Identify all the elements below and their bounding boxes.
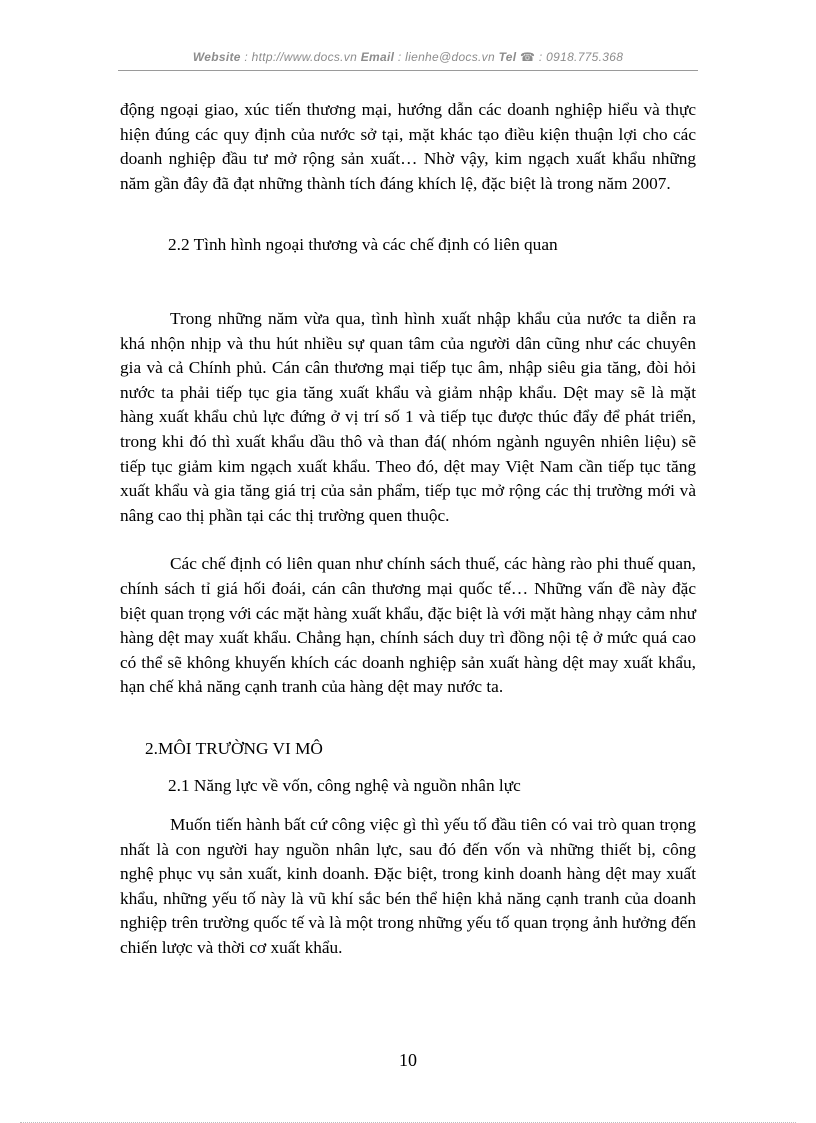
website-value: : http://www.docs.vn [244,50,358,64]
paragraph-continuation: động ngoại giao, xúc tiến thương mại, hướng dẫn các doanh nghiệp hiểu và thực hiện đúng các quy định của nước sở tại, mặt khác tạo điều kiện thuận lợi cho các doanh nghiệp đầu tư mở rộng sản xuất… Nhờ vậy, kim ngạch xuất khẩu những năm gần đây đã đạt những thành tích đáng khích lệ, đặc biệt là trong năm 2007. [120,100,696,193]
tel-value: ☎ : 0918.775.368 [520,50,624,64]
section-heading-2-2: 2.2 Tình hình ngoại thương và các chế định có liên quan [168,235,558,255]
page-number: 10 [399,1050,417,1070]
email-label: Email [360,50,395,64]
page-header [118,50,698,64]
header-divider [118,70,698,71]
section-heading-2-1: 2.1 Năng lực về vốn, công nghệ và nguồn nhân lực [168,776,521,796]
tel-label: Tel [498,50,517,64]
document-body [120,98,696,961]
email-value: : lienhe@docs.vn [397,50,495,64]
website-label: Website [192,50,241,64]
section-heading-micro-environment: 2.MÔI TRƯỜNG VI MÔ [145,738,323,758]
paragraph-capacity: Muốn tiến hành bất cứ công việc gì thì yếu tố đầu tiên có vai trò quan trọng nhất là con người hay nguồn nhân lực, sau đó đến vốn và những thiết bị, công nghệ phục vụ sản xuất, kinh doanh. Đặc biệt, trong kinh doanh hàng dệt may xuất khẩu, những yếu tố này là vũ khí sắc bén thể hiện khả năng cạnh tranh của doanh nghiệp trên trường quốc tế và là một trong những yếu tố quan trọng ảnh hưởng đến chiến lược và thời cơ xuất khẩu. [120,815,696,958]
paragraph-foreign-trade: Trong những năm vừa qua, tình hình xuất nhập khẩu của nước ta diễn ra khá nhộn nhịp và thu hút nhiều sự quan tâm của người dân cũng như các chuyên gia và cả Chính phủ. Cán cân thương mại tiếp tục âm, nhập siêu gia tăng, đòi hỏi nước ta phải tiếp tục gia tăng xuất khẩu và giảm nhập khẩu. Dệt may sẽ là mặt hàng xuất khẩu chủ lực đứng ở vị trí số 1 và tiếp tục được thúc đẩy để phát triển, trong khi đó thì xuất khẩu dầu thô và than đá( nhóm ngành nguyên nhiên liệu) sẽ tiếp tục giảm kim ngạch xuất khẩu. Theo đó, dệt may Việt Nam cần tiếp tục tăng xuất khẩu và gia tăng giá trị của sản phẩm, tiếp tục mở rộng các thị trường mới và nâng cao thị phần tại các thị trường quen thuộc. [120,308,696,525]
paragraph-regulations: Các chế định có liên quan như chính sách thuế, các hàng rào phi thuế quan, chính sách tỉ giá hối đoái, cán cân thương mại quốc tế… Những vấn đề này đặc biệt quan trọng với các mặt hàng xuất khẩu, đặc biệt là với mặt hàng nhạy cảm như hàng dệt may xuất khẩu. Chẳng hạn, chính sách duy trì đồng nội tệ ở mức quá cao có thể sẽ không khuyến khích các doanh nghiệp sản xuất hàng dệt may xuất khẩu, hạn chế khả năng cạnh tranh của hàng dệt may nước ta. [120,554,696,697]
